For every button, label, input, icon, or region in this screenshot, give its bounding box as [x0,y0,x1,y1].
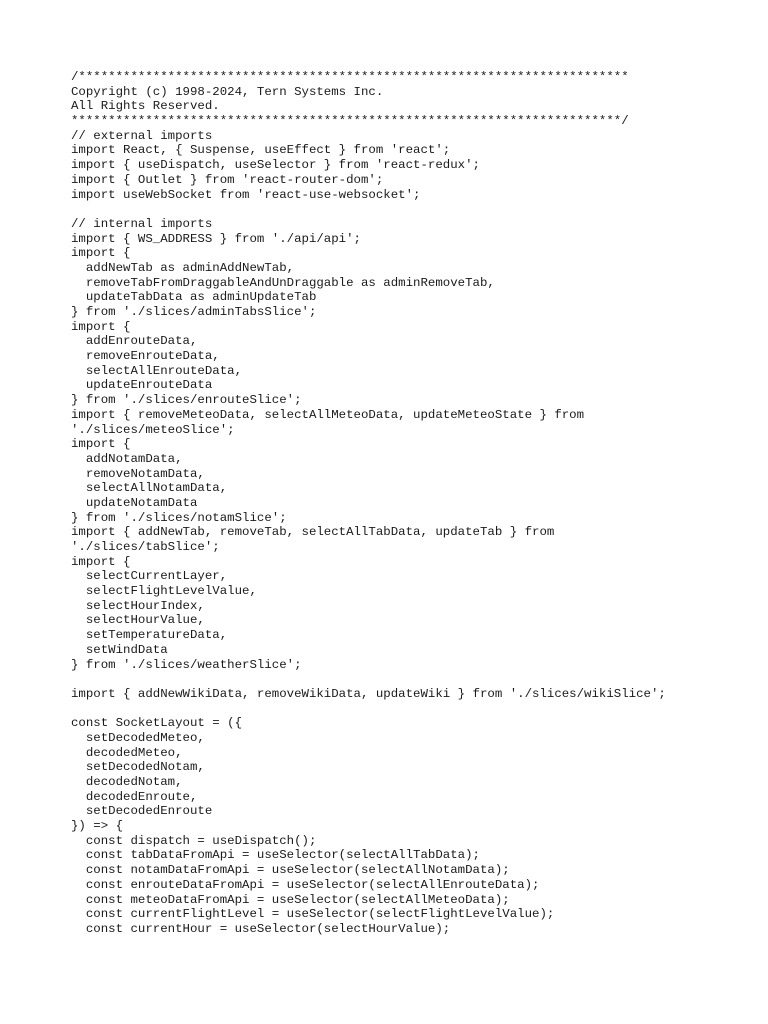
code-line: } from './slices/adminTabsSlice'; [71,305,317,319]
code-line: import { useDispatch, useSelector } from 'react-redux'; [71,158,480,173]
code-line: // internal imports [71,216,213,231]
code-line: import { addNewWikiData, removeWikiData, updateWiki } from './slices/wikiSlice'; [71,686,666,701]
code-line: // external imports [71,128,213,143]
code-document [71,70,761,937]
code-line: './slices/tabSlice'; [71,540,220,554]
code-line: Copyright (c) 1998-2024, Tern Systems Inc. [71,84,384,99]
code-line: } from './slices/notamSlice'; [71,510,287,525]
code-line: selectHourIndex, [71,598,205,613]
code-line: addNotamData, [71,451,183,466]
code-line: './slices/meteoSlice'; [71,422,235,437]
code-line: decodedMeteo, [71,745,183,760]
code-line: updateNotamData [71,495,198,510]
code-line: import { addNewTab, removeTab, selectAllTabData, updateTab } from [71,525,555,540]
code-line: const tabDataFromApi = useSelector(selectAllTabData); [71,848,480,863]
code-line: setWindData [71,642,168,657]
code-line: } from './slices/weatherSlice'; [71,657,302,672]
code-line [71,702,761,717]
code-line: selectCurrentLayer, [71,569,228,584]
code-line: selectAllEnrouteData, [71,363,243,378]
code-line: decodedNotam, [71,775,183,789]
code-line: const dispatch = useDispatch(); [71,833,317,848]
code-line [71,672,761,687]
code-line: selectAllNotamData, [71,481,228,496]
code-line: import { WS_ADDRESS } from './api/api'; [71,231,361,246]
code-line: updateEnrouteData [71,378,213,393]
code-line: import { [71,319,131,334]
code-line: updateTabData as adminUpdateTab [71,290,317,305]
code-line: const meteoDataFromApi = useSelector(selectAllMeteoData); [71,892,510,907]
code-line: setTemperatureData, [71,628,228,643]
code-line: setDecodedNotam, [71,760,205,775]
code-line: decodedEnroute, [71,789,198,804]
code-line: import { [71,246,131,261]
code-line: /************************************************************************** [71,70,629,84]
code-line: removeEnrouteData, [71,349,220,364]
code-line: const notamDataFromApi = useSelector(selectAllNotamData); [71,863,510,878]
code-line: const currentHour = useSelector(selectHourValue); [71,921,451,936]
code-line: const SocketLayout = ({ [71,716,243,731]
code-line: setDecodedEnroute [71,804,213,819]
code-line: }) => { [71,819,124,834]
code-line: removeTabFromDraggableAndUnDraggable as adminRemoveTab, [71,275,495,290]
code-line: const currentFlightLevel = useSelector(selectFlightLevelValue); [71,907,555,922]
code-line: import { [71,437,131,452]
code-line: import useWebSocket from 'react-use-websocket'; [71,187,421,202]
code-line: addEnrouteData, [71,334,198,349]
code-line: selectHourValue, [71,613,205,628]
code-line: **************************************************************************/ [71,114,629,129]
code-line: selectFlightLevelValue, [71,584,257,599]
code-line: setDecodedMeteo, [71,730,205,745]
code-line: All Rights Reserved. [71,99,220,114]
code-line: import React, { Suspense, useEffect } from 'react'; [71,143,451,158]
code-line [71,202,761,217]
code-line: } from './slices/enrouteSlice'; [71,393,302,408]
code-line: const enrouteDataFromApi = useSelector(selectAllEnrouteData); [71,877,540,892]
code-line: import { [71,554,131,569]
code-line: import { removeMeteoData, selectAllMeteoData, updateMeteoState } from [71,407,585,422]
code-line: addNewTab as adminAddNewTab, [71,260,295,275]
code-line: import { Outlet } from 'react-router-dom'; [71,172,384,187]
code-line: removeNotamData, [71,466,205,481]
